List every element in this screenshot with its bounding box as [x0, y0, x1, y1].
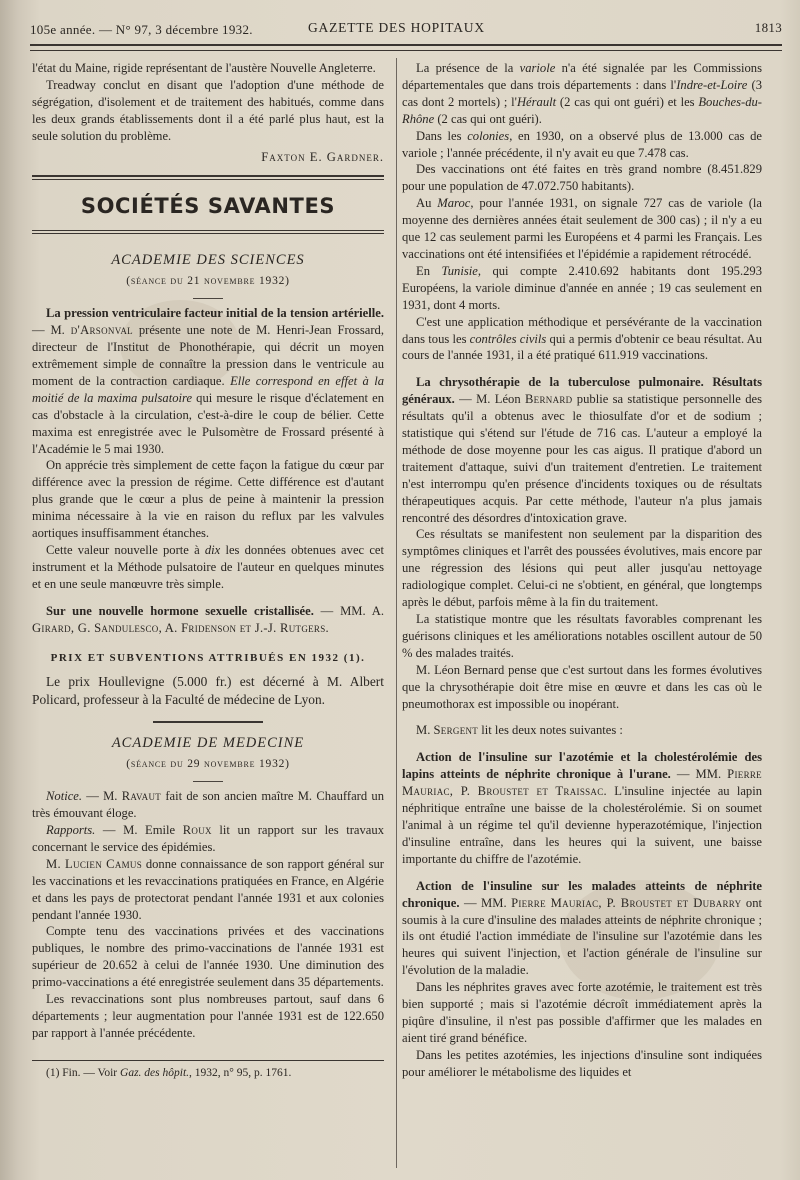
section-rule: [32, 230, 384, 234]
paragraph: M. Léon Bernard pense que c'est surtout dans les formes évolutives que la chrysothérapie doit être mise en œuvre et dans les cas où le pneumothorax est impossible ou inopérant.: [402, 662, 762, 711]
paragraph: [402, 60, 762, 128]
paragraph: [402, 128, 762, 162]
italic-run: Elle correspond en effet à la moitié de la maxima pulsatoire: [32, 373, 384, 405]
article-signature: Faxton E. Gardner.: [261, 149, 384, 164]
author-name: Roux: [182, 823, 212, 837]
text-run: Cette valeur nouvelle porte à: [46, 542, 205, 557]
paragraph: [32, 305, 384, 457]
paragraph: On apprécie très simplement de cette façon la fatigue du cœur par différence avec la pression de régime. Cette différence est d'autant plus grande que le cœur a plus de peine à maintenir la pression minima nécessaire à la vie en raison du reflux par les valvules aortiques insuffisamment étanches.: [32, 458, 384, 541]
text-run: , 1932, n° 95, p. 1761.: [189, 1066, 292, 1079]
text-run: publie sa statistique personnelle des résultats qu'il a obtenus avec le thiosulfate d'or et de sodium ; statistique qui s'étend sur l'étude de 716 cas. L'auteur a employé la méthode de dose moyenne pour les cas aigus. Il pratique d'abord un traitement d'attaque, suivi d'un traitement d'entretien. Le traitement n'est interrompu qu'en présence d'incidents toxiques ou de résultats thérapeutiques acquis. Par cette méthode, l'auteur n'a plus jamais rencontré des désordres d'intoxication grave.: [402, 392, 762, 525]
text-run: qui a permis d'obtenir ce beau résultat. Au cours de l'année 1931, il a été pratiqué 611.919 vaccinations.: [402, 331, 762, 363]
paragraph: [402, 722, 762, 739]
paragraph: [402, 374, 762, 526]
text-run: M.: [416, 723, 434, 738]
page-header: [30, 18, 782, 42]
journal-title: GAZETTE DES HOPITAUX: [308, 20, 485, 35]
paragraph: Dans les néphrites graves avec forte azotémie, le traitement est très bien supporté ; mais si l'azotémie décroît immédiatement après la piqûre d'insuline, il n'est pas possible d'affirmer que les malades en aient tiré grand bénéfice.: [402, 980, 762, 1045]
paragraph: [402, 195, 762, 263]
article-heading: Action de l'insuline sur les malades atteints de néphrite chronique.: [402, 878, 762, 910]
paragraph: Des vaccinations ont été faites en très grand nombre (8.451.829 pour une population de 47.072.750 habitants).: [402, 162, 762, 194]
prix-title: PRIX ET SUBVENTIONS ATTRIBUÉS EN 1932 (1).: [50, 652, 366, 665]
footnote-rule: [32, 1060, 384, 1061]
short-rule: [193, 298, 223, 299]
paragraph: Compte tenu des vaccinations privées et des vaccinations publiques, le nombre des primo-vaccinations de l'année 1931 est supérieur de 20.652 à celui de l'année 1930. Une diminution des primo-vaccinations a été enregistrée seulement dans 35 départements.: [32, 924, 384, 990]
article-heading: Action de l'insuline sur l'azotémie et la cholestérolémie des lapins atteints de néphrite chronique à l'urane.: [402, 750, 762, 782]
short-rule: [193, 781, 223, 782]
text-run: Au: [416, 196, 438, 211]
text-run: L'insuline injectée au lapin néphritique entraîne une baisse de la cholestérolémie. Si on soumet l'animal à un régime tel qu'il devienne hyperazotémique, l'injection d'insuline entraîne, dans les heures qui la suivent, une baisse importante du chiffre de l'azotémie.: [402, 784, 762, 866]
italic-run: Bouches-du-Rhône: [402, 94, 763, 126]
text-run: — M. Emile: [95, 823, 183, 837]
text-run: n'a été signalée par les Commissions départementales que dans trois départements : dans l': [402, 61, 762, 92]
text-run: , pour l'année 1931, on signale 727 cas de variole (la moyenne des dernières années était seulement de 300 cas) ; il n'y a eu que 12 cas seulement parmi les Européens et 4 parmi les Français. Les vaccinations ont été intensifiées et l'épidémie a rapidement rétrocédé.: [402, 196, 762, 261]
author-name: Sergent: [433, 723, 479, 738]
italic-run: contrôles civils: [469, 331, 547, 346]
italic-run: Rapports.: [46, 823, 96, 837]
paragraph: Le prix Houllevigne (5.000 fr.) est décerné à M. Albert Policard, professeur à la Faculté de médecine de Lyon.: [32, 674, 384, 708]
author-name: Pierre Mauriac, P. Broustet et Traissac.: [402, 767, 762, 799]
italic-run: variole: [519, 61, 556, 75]
paragraph: [32, 603, 384, 637]
text-run: (2 cas qui ont guéri).: [434, 111, 542, 126]
text-run: — M. Léon: [454, 392, 525, 407]
text-run: — MM.: [670, 767, 728, 782]
author-name: Pierre Mauriac, P. Broustet et Dubarry: [511, 895, 742, 910]
text-run: — MM. A.: [313, 603, 384, 618]
text-run: ont soumis à la cure d'insuline des malades atteints de néphrite chronique ; ils ont étudié l'action immédiate de l'insuline sur l'azotémie dans les heures qui suivent l'injection, et l'action générale de l'insuline sur l'évolution de la maladie.: [402, 895, 762, 978]
paragraph: [402, 314, 762, 365]
header-rule-thin: [30, 50, 782, 51]
footnote: [32, 1065, 384, 1082]
italic-run: dix: [204, 542, 221, 557]
left-column: [32, 60, 384, 1082]
paragraph: l'état du Maine, rigide représentant de l'austère Nouvelle Angleterre.: [32, 61, 376, 75]
text-run: les données obtenues avec cet instrument et la Méthode pulsatoire de l'auteur en quelques minutes et en une seule manœuvre très simple.: [32, 542, 384, 591]
section-title: SOCIÉTÉS SAVANTES: [80, 194, 336, 219]
article-heading: La chrysothérapie de la tuberculose pulmonaire. Résultats généraux.: [402, 375, 762, 407]
text-run: — M.: [82, 789, 122, 804]
author-name: M. Lucien Camus: [46, 856, 143, 871]
paragraph: La statistique montre que les résultats favorables comprenant les guérisons cliniques et les améliorations notables oscillent autour de 50 % des malades traités.: [402, 612, 762, 660]
italic-run: Gaz. des hôpit.: [120, 1066, 190, 1079]
column-divider: [396, 58, 397, 1168]
session-date: (séance du 21 novembre 1932): [126, 275, 290, 288]
number-date: — N° 97, 3 décembre 1932.: [98, 22, 253, 37]
italic-run: Maroc: [437, 196, 471, 211]
paragraph: Dans les petites azotémies, les injections d'insuline sont indiquées pour améliorer le métabolisme des liquides et: [402, 1047, 762, 1079]
text-run: (1) Fin. — Voir: [46, 1066, 121, 1079]
author-name: Girard, G. Sandulesco, A. Fridenson et J.-J. Rutgers.: [32, 620, 329, 635]
paragraph: Les revaccinations sont plus nombreuses partout, sauf dans 6 départements ; leur augmentation pour l'année 1931 est de 122.650 par rapport à l'année précédente.: [32, 992, 384, 1040]
paragraph: Ces résultats se manifestent non seulement par la disparition des symptômes cliniques et l'arrêt des poussées évolutives, mais encore par une régression des lésions qui peut aller jusqu'au nettoyage radiologique complet. Celui-ci ne s'obtient, en général, que longtemps après le début, parfois même à la fin du traitement.: [402, 527, 762, 610]
italic-run: Hérault: [516, 94, 557, 109]
paragraph: [402, 878, 762, 979]
text-run: , en 1930, on a observé plus de 13.000 cas de variole ; l'année précédente, il n'y avait eu que 7.478 cas.: [402, 128, 763, 160]
text-run: Dans les: [416, 128, 468, 143]
text-run: lit les deux notes suivantes :: [478, 723, 623, 738]
session-date: (séance du 29 novembre 1932): [126, 758, 290, 771]
right-column: [402, 60, 762, 1081]
section-rule: [153, 721, 263, 723]
text-run: fait de son ancien maître M. Chauffard un très émouvant éloge.: [32, 789, 384, 821]
text-run: (3 cas dont 2 mortels) ; l': [402, 77, 762, 109]
italic-run: colonies: [467, 128, 510, 143]
paragraph: [402, 749, 762, 867]
text-run: La présence de la: [416, 61, 520, 75]
paragraph: [32, 856, 384, 924]
text-run: , qui compte 2.410.692 habitants dont 195.293 Européens, la variole diminue d'année en année ; 19 cas seulement en 1931, dont 4 morts.: [402, 263, 762, 312]
author-name: Bernard: [524, 392, 573, 407]
author-name: d'Arsonval: [70, 323, 133, 338]
paragraph: Treadway conclut en disant que l'adoption d'une méthode de ségrégation, d'isolement et de traitement des habitués, comme dans les deux grands établissements dont il a été parlé plus haut, est la seule solution du problème.: [32, 77, 384, 143]
year-label: 105e année.: [30, 22, 96, 37]
text-run: qui mesure le risque d'éclatement en cas d'obstacle à la circulation, c'est-à-dire le coup de bélier. Cette maxima est enregistrée avec le Pulsomètre de Frossard présenté à l'Académie le 5 mai 1930.: [32, 390, 384, 456]
academy-title: ACADEMIE DES SCIENCES: [111, 252, 305, 269]
page-number: 1813: [754, 20, 782, 35]
text-run: présente une note de M. Henri-Jean Frossard, directeur de l'Institut de Phonothérapie, qui décrit un moyen extrêmement simple de connaître la pression dans le ventricule au moment de la contraction cardiaque.: [32, 323, 384, 388]
text-run: lit un rapport sur les travaux concernant le service des épidémies.: [32, 823, 384, 854]
paragraph: [32, 822, 384, 856]
article-heading: Sur une nouvelle hormone sexuelle cristallisée.: [46, 603, 314, 618]
academy-title: ACADEMIE DE MEDECINE: [111, 735, 305, 752]
paragraph: [402, 263, 762, 314]
text-run: donne connaissance de son rapport général sur les vaccinations et les revaccinations pratiquées en France, en Algérie et dans les pays de protectorat pendant l'année 1931 et aux colonies pendant l'année 1930.: [32, 856, 384, 922]
italic-run: Tunisie: [441, 263, 478, 278]
paragraph: [32, 542, 384, 593]
section-rule: [32, 175, 384, 180]
text-run: — MM.: [459, 895, 512, 910]
text-run: En: [416, 263, 442, 278]
article-heading: La pression ventriculaire facteur initial de la tension artérielle.: [46, 306, 384, 321]
paragraph: [32, 788, 384, 822]
text-run: C'est une application méthodique et persévérante de la vaccination dans tous les: [402, 314, 762, 346]
italic-run: Notice.: [46, 789, 83, 804]
header-rule: [30, 44, 782, 46]
author-name: Ravaut: [121, 789, 162, 804]
italic-run: Indre-et-Loire: [676, 77, 748, 92]
text-run: — M.: [32, 323, 71, 338]
text-run: (2 cas qui ont guéri) et les: [556, 94, 699, 109]
issue-info: [30, 22, 253, 38]
